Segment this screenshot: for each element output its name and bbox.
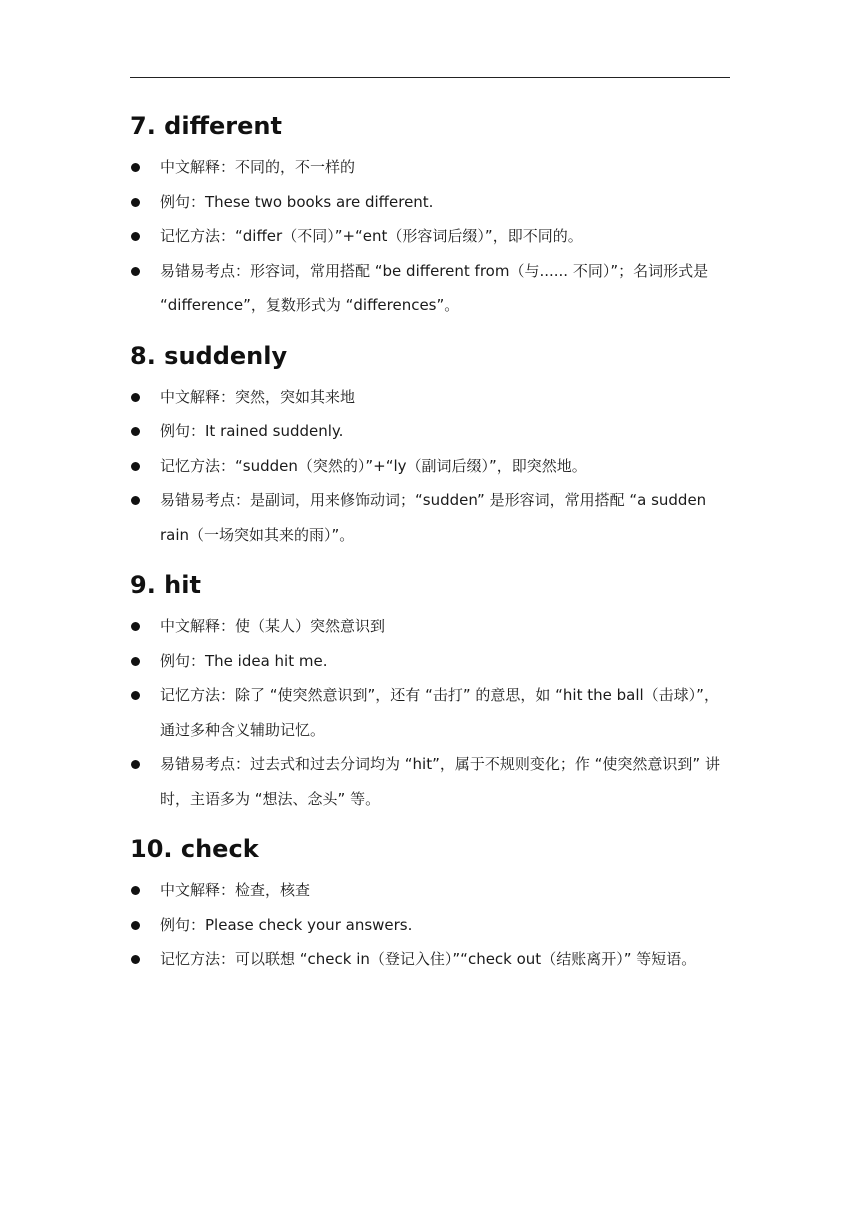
list-item [130,644,730,679]
list-item-text: 中文解释：不同的，不一样的 [160,158,356,176]
bullet-icon [131,163,140,172]
list-item-text: 中文解释：突然，突如其来地 [160,387,356,406]
list-item-text: 例句：Please check your answers. [160,915,413,934]
vocab-entry-suddenly [130,338,730,553]
entry-bullet-list [130,609,730,816]
vocab-entry-check [130,831,730,977]
entry-bullet-list [130,150,730,323]
list-item-text: 中文解释：使（某人）突然意识到 [160,617,386,635]
bullet-icon [131,427,140,436]
list-item-text: 记忆方法：“sudden（突然的）”+“ly（副词后缀）”，即突然地。 [160,456,587,475]
list-item [130,219,730,254]
list-item-text: 例句：The idea hit me. [160,651,328,670]
bullet-icon [131,496,140,505]
bullet-icon [131,921,140,930]
entry-heading: 10. check [130,835,259,863]
entry-heading: 8. suddenly [130,341,288,370]
header-divider [130,77,730,78]
list-item-text: 易错易考点：形容词，常用搭配 “be different from（与...... 不同）”；名词形式是 “difference”，复数形式为 “differences”。 [160,261,709,314]
list-item [130,449,730,484]
list-item-text: 记忆方法：“differ（不同）”+“ent（形容词后缀）”，即不同的。 [160,227,583,245]
bullet-icon [131,955,140,964]
list-item [130,873,730,908]
list-item [130,254,730,323]
list-item [130,908,730,943]
bullet-icon [131,622,140,631]
list-item [130,678,730,747]
list-item-text: 例句：These two books are different. [160,192,434,211]
list-item-text: 中文解释：检查，核查 [160,881,311,899]
bullet-icon [131,462,140,471]
document-body [130,108,730,992]
entry-heading: 7. different [130,112,282,140]
list-item [130,380,730,415]
list-item [130,185,730,220]
list-item-text: 易错易考点：过去式和过去分词均为 “hit”，属于不规则变化；作 “使突然意识到” 讲时，主语多为 “想法、念头” 等。 [160,755,720,808]
bullet-icon [131,657,140,666]
bullet-icon [131,198,140,207]
list-item-text: 记忆方法：可以联想 “check in（登记入住）”“check out（结账离开）” 等短语。 [160,950,697,968]
list-item-text: 记忆方法：除了 “使突然意识到”，还有 “击打” 的意思，如 “hit the ball（击球）”，通过多种含义辅助记忆。 [160,686,719,739]
entry-bullet-list [130,380,730,553]
bullet-icon [131,691,140,700]
list-item [130,747,730,816]
list-item [130,414,730,449]
bullet-icon [131,267,140,276]
list-item [130,483,730,552]
bullet-icon [131,232,140,241]
entry-bullet-list [130,873,730,977]
list-item [130,942,730,977]
list-item-text: 易错易考点：是副词，用来修饰动词；“sudden” 是形容词，常用搭配 “a sudden rain（一场突如其来的雨）”。 [160,491,707,544]
bullet-icon [131,760,140,769]
list-item [130,150,730,185]
bullet-icon [131,393,140,402]
list-item [130,609,730,644]
bullet-icon [131,886,140,895]
vocab-entry-hit [130,567,730,816]
entry-heading: 9. hit [130,571,201,599]
list-item-text: 例句：It rained suddenly. [160,422,344,440]
vocab-entry-different [130,108,730,323]
